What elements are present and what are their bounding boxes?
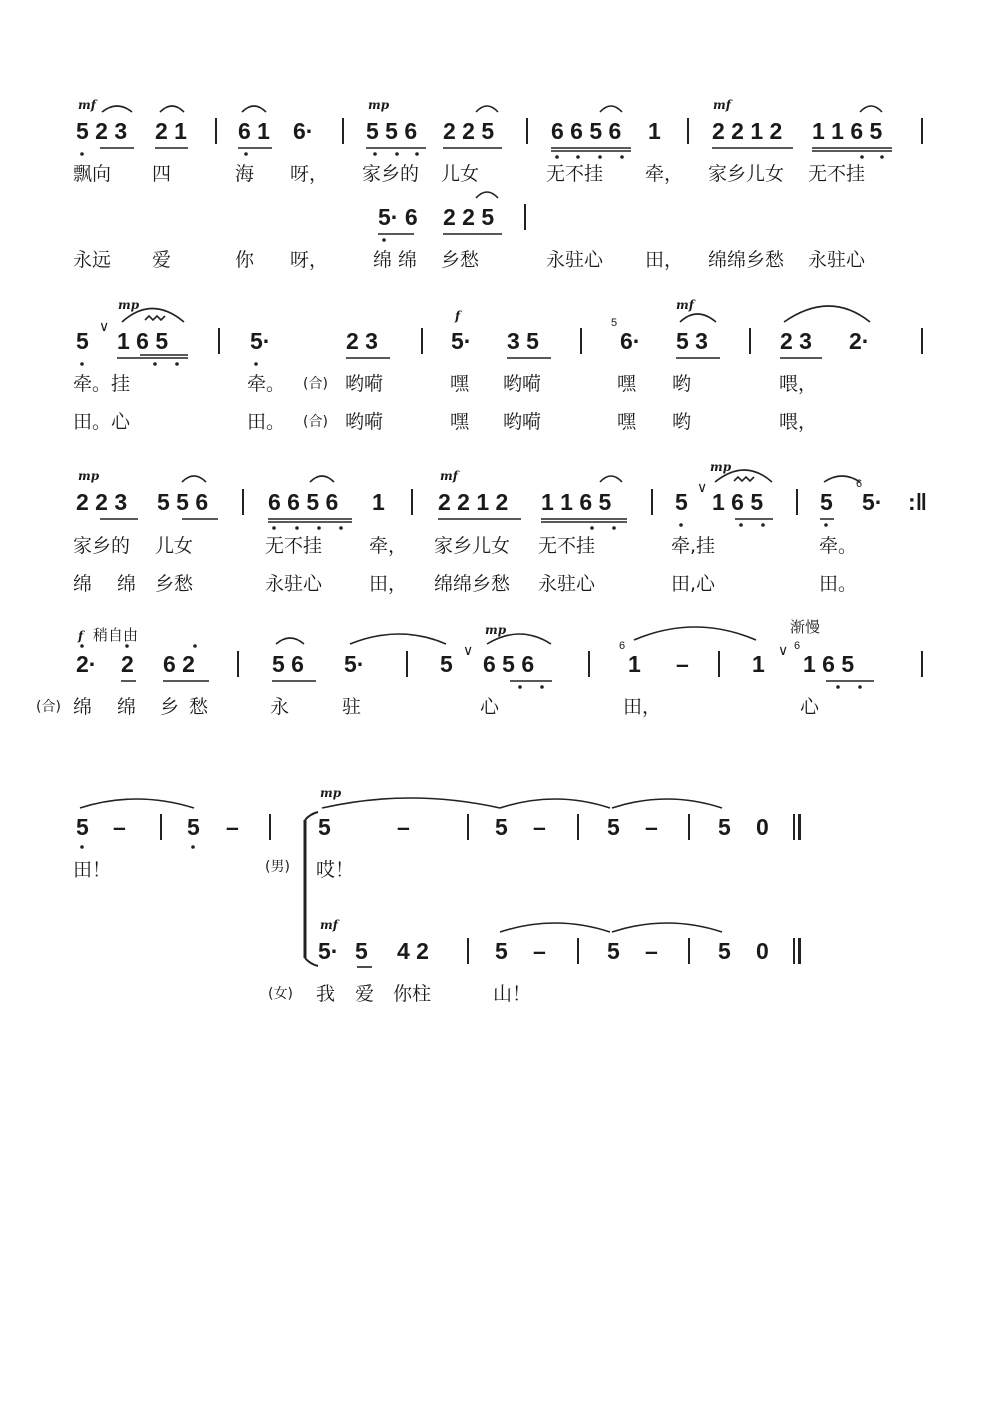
note-group: 5	[675, 489, 688, 515]
voice-label-male: (男)	[265, 859, 290, 875]
lyric: 山！	[493, 983, 532, 1005]
lyric: 嘿	[450, 373, 470, 395]
barline	[688, 814, 690, 840]
lyric: 心	[800, 696, 820, 718]
note-group: 2	[121, 651, 134, 677]
note-group: 2 1	[155, 118, 187, 144]
barline	[588, 651, 590, 677]
lyric: 四	[152, 163, 172, 185]
dynamic-mark: mf	[320, 918, 338, 932]
lyric: 家乡的	[73, 535, 131, 557]
lyric: 田,心	[671, 573, 716, 595]
lyric: 无不挂	[808, 163, 866, 185]
note-group: 2 2 5	[443, 204, 495, 230]
note-group: 5· 6	[378, 204, 418, 230]
lyric: 海	[235, 163, 255, 185]
dynamic-mark: f	[455, 309, 461, 323]
lyric: 家乡的	[362, 163, 420, 185]
lyric: 绵	[117, 573, 137, 595]
barline	[342, 118, 344, 144]
lyric: 呀，	[290, 163, 329, 185]
lyric: 牵。挂	[73, 373, 131, 395]
note-group: 5 5 6	[366, 118, 418, 144]
chorus-label: (合)	[303, 414, 328, 430]
lyric: 绵 绵	[373, 249, 418, 271]
barline	[688, 938, 690, 964]
dynamic-mark: mf	[713, 98, 731, 112]
tempo-marking: 稍自由	[93, 626, 139, 644]
lyric: 呀，	[290, 249, 329, 271]
lyric: 喂，	[779, 373, 818, 395]
barline	[160, 814, 162, 840]
barline	[524, 204, 526, 230]
lyric: 嘿	[617, 373, 637, 395]
lyric: 牵,挂	[671, 535, 716, 557]
note-group: 6 1	[238, 118, 270, 144]
lyric: 绵	[73, 573, 93, 595]
note-group: 5	[440, 651, 453, 677]
lyric: 心	[480, 696, 500, 718]
note-group: 0	[756, 814, 769, 840]
note-group: 5·	[451, 328, 472, 354]
barline	[687, 118, 689, 144]
lyric: 哟嗬	[503, 373, 542, 395]
barline	[921, 651, 923, 677]
note-group: 5 5 6	[157, 489, 209, 515]
lyric: 田。心	[73, 411, 131, 433]
breath-mark: ∨	[778, 643, 789, 659]
lyric: 无不挂	[546, 163, 604, 185]
breath-mark: ∨	[697, 480, 708, 496]
barline	[215, 118, 217, 144]
lyric: 嘿	[617, 411, 637, 433]
lyric: 家乡儿女	[434, 535, 511, 557]
lyric: 田，	[369, 573, 408, 595]
note-group: 6 5 6	[483, 651, 535, 677]
lyric: 哟嗬	[503, 411, 542, 433]
lyric: 绵	[117, 696, 137, 718]
note-group: 6 6 5 6	[268, 489, 339, 515]
grace-note: 6	[794, 640, 801, 652]
note-group: 2 2 1 2	[712, 118, 783, 144]
note-group: 5·	[344, 651, 365, 677]
final-barline	[798, 938, 801, 964]
breath-mark: ∨	[463, 643, 474, 659]
barline	[467, 814, 469, 840]
lyric: 爱	[152, 249, 172, 271]
dynamic-mark: mf	[440, 469, 458, 483]
dynamic-mark: f	[78, 629, 84, 643]
note-group: 1 6 5	[712, 489, 764, 515]
note-group: 1	[648, 118, 661, 144]
lyric: 田，	[623, 696, 662, 718]
barline	[718, 651, 720, 677]
lyric: 我	[316, 983, 336, 1005]
note-group: 1 1 6 5	[541, 489, 612, 515]
note-group: –	[533, 938, 546, 964]
note-group: 5	[495, 814, 508, 840]
tempo-marking: 渐慢	[790, 618, 821, 636]
dynamic-mark: mp	[485, 623, 507, 637]
lyric: 乡愁	[155, 573, 194, 595]
lyric: 嘿	[450, 411, 470, 433]
barline	[421, 328, 423, 354]
barline	[406, 651, 408, 677]
final-barline	[793, 814, 795, 840]
note-group: 6·	[620, 328, 641, 354]
note-group: 2 2 3	[76, 489, 128, 515]
note-group: 1 6 5	[117, 328, 169, 354]
lyric: 永驻心	[538, 573, 596, 595]
note-group: 5·	[250, 328, 271, 354]
dynamic-mark: mf	[676, 298, 694, 312]
barline	[921, 328, 923, 354]
note-group: 5	[820, 489, 833, 515]
note-group: 5·	[318, 938, 339, 964]
lyric: 牵。	[819, 535, 858, 557]
note-group: 5	[607, 938, 620, 964]
note-group: 5	[355, 938, 368, 964]
note-group: 4 2	[397, 938, 429, 964]
barline	[651, 489, 653, 515]
note-group: 5	[187, 814, 200, 840]
lyric: 哟	[672, 373, 692, 395]
barline	[269, 814, 271, 840]
barline	[411, 489, 413, 515]
lyric: 田，	[645, 249, 684, 271]
note-group: 2 2 1 2	[438, 489, 509, 515]
note-group: 5	[318, 814, 331, 840]
lyric: 家乡儿女	[708, 163, 785, 185]
barline	[218, 328, 220, 354]
lyric: 田。	[247, 411, 286, 433]
lyric: 儿女	[441, 163, 480, 185]
lyric: 飘向	[73, 163, 112, 185]
note-group: –	[533, 814, 546, 840]
barline	[749, 328, 751, 354]
lyric: 你柱	[393, 983, 432, 1005]
grace-note: 5	[611, 317, 618, 329]
lyric: 无不挂	[265, 535, 323, 557]
lyric: 永驻心	[546, 249, 604, 271]
lyric: 永	[270, 696, 290, 718]
barline	[577, 814, 579, 840]
note-group: 5	[76, 328, 89, 354]
note-group: –	[645, 938, 658, 964]
lyric: 喂，	[779, 411, 818, 433]
note-group: 5 3	[676, 328, 708, 354]
lyric: 哟嗬	[345, 411, 384, 433]
dynamic-mark: mp	[78, 469, 100, 483]
note-group: –	[226, 814, 239, 840]
lyric: 绵	[73, 696, 93, 718]
grace-note: 6	[856, 478, 863, 490]
lyric: 牵。	[247, 373, 286, 395]
final-barline	[798, 814, 801, 840]
note-group: 1 1 6 5	[812, 118, 883, 144]
lyric: 永驻心	[265, 573, 323, 595]
lyric: 无不挂	[538, 535, 596, 557]
lyric: 儿女	[155, 535, 194, 557]
grace-note: 6	[619, 640, 626, 652]
dynamic-mark: mp	[118, 298, 140, 312]
lyric: 绵绵乡愁	[708, 249, 785, 271]
dynamic-mark: mp	[710, 460, 732, 474]
note-group: 5	[718, 938, 731, 964]
lyric: 绵绵乡愁	[434, 573, 511, 595]
lyric: 哎！	[316, 859, 355, 881]
note-group: 1	[628, 651, 641, 677]
note-group: 1 6 5	[803, 651, 855, 677]
note-group: 5·	[862, 489, 883, 515]
note-group: 5	[718, 814, 731, 840]
note-group: –	[113, 814, 126, 840]
note-group: 3 5	[507, 328, 539, 354]
dynamic-mark: mf	[78, 98, 96, 112]
barline	[467, 938, 469, 964]
chorus-label: (合)	[36, 699, 61, 715]
note-group: 2 3	[780, 328, 812, 354]
note-group: 2 2 5	[443, 118, 495, 144]
lyric: 驻	[342, 696, 362, 718]
lyric: 牵，	[369, 535, 408, 557]
breath-mark: ∨	[99, 319, 110, 335]
final-barline	[793, 938, 795, 964]
note-group: 5 2 3	[76, 118, 128, 144]
note-group: 0	[756, 938, 769, 964]
note-group: 5 6	[272, 651, 304, 677]
lyric: 田。	[819, 573, 858, 595]
barline	[237, 651, 239, 677]
lyric: 哟嗬	[345, 373, 384, 395]
barline	[526, 118, 528, 144]
barline	[580, 328, 582, 354]
chorus-label: (合)	[303, 376, 328, 392]
lyric: 田！	[73, 859, 112, 881]
note-group: 6 2	[163, 651, 195, 677]
note-group: 5	[495, 938, 508, 964]
barline	[577, 938, 579, 964]
note-group: 1	[752, 651, 765, 677]
repeat-end: :‖	[908, 489, 928, 515]
note-group: 5	[607, 814, 620, 840]
note-group: 2 3	[346, 328, 378, 354]
note-group: –	[397, 814, 410, 840]
note-group: –	[645, 814, 658, 840]
lyric: 爱	[355, 983, 375, 1005]
note-group: 6 6 5 6	[551, 118, 622, 144]
dynamic-mark: mp	[368, 98, 390, 112]
lyric: 你	[235, 249, 255, 271]
lyric: 牵，	[645, 163, 684, 185]
voice-label-female: (女)	[268, 986, 293, 1002]
note-group: 5	[76, 814, 89, 840]
dynamic-mark: mp	[320, 786, 342, 800]
lyric: 永驻心	[808, 249, 866, 271]
note-group: 2·	[849, 328, 870, 354]
lyric: 愁	[189, 696, 209, 718]
barline	[796, 489, 798, 515]
lyric: 哟	[672, 411, 692, 433]
note-group: 1	[372, 489, 385, 515]
note-group: 2·	[76, 651, 97, 677]
barline	[921, 118, 923, 144]
note-group: –	[676, 651, 689, 677]
lyric: 永远	[73, 249, 112, 271]
note-group: 6·	[293, 118, 314, 144]
lyric: 乡	[160, 696, 180, 718]
barline	[242, 489, 244, 515]
lyric: 乡愁	[441, 249, 480, 271]
